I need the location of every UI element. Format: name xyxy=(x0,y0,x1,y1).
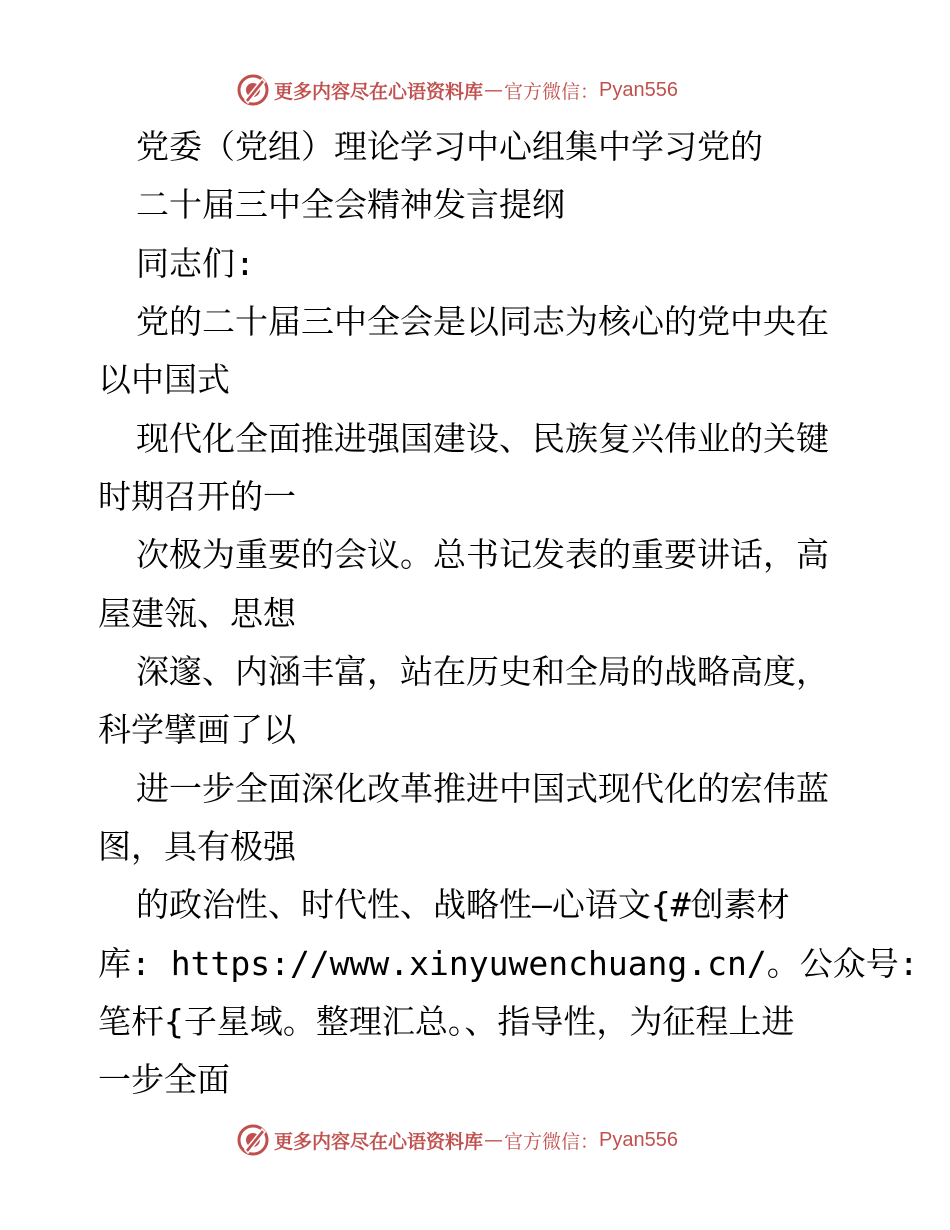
watermark-dash: — xyxy=(484,1129,504,1151)
watermark-label: 官方微信： xyxy=(504,80,600,103)
paragraph-line: 现代化全面推进强国建设、民族复兴伟业的关键 xyxy=(136,419,829,458)
pen-logo-icon xyxy=(236,1123,270,1157)
paragraph-line: 一步全面 xyxy=(98,1060,230,1099)
paragraph-line: 党的二十届三中全会是以同志为核心的党中央在 xyxy=(136,302,829,341)
paragraph-line: 笔杆{子星域。整理汇总。、指导性，为征程上进 xyxy=(98,1002,795,1041)
watermark-dash: — xyxy=(484,79,504,101)
pen-logo-icon xyxy=(236,73,270,107)
watermark-wechat-id: Pyan556 xyxy=(599,78,678,101)
paragraph-line: 图，具有极强 xyxy=(98,827,296,866)
paragraph-line: 科学擘画了以 xyxy=(98,710,296,749)
paragraph-line: 库: https://www.xinyuwenchuang.cn/。公众号: xyxy=(98,944,919,983)
paragraph-line: 深邃、内涵丰富，站在历史和全局的战略高度， xyxy=(136,652,829,691)
watermark-site-name: 更多内容尽在心语资料库 xyxy=(274,1130,484,1153)
salutation: 同志们: xyxy=(136,244,255,283)
watermark-site-name: 更多内容尽在心语资料库 xyxy=(274,80,484,103)
paragraph-line: 进一步全面深化改革推进中国式现代化的宏伟蓝 xyxy=(136,769,829,808)
paragraph-line: 次极为重要的会议。总书记发表的重要讲话，高 xyxy=(136,535,829,574)
paragraph-line: 屋建瓴、思想 xyxy=(98,594,296,633)
paragraph-line: 时期召开的一 xyxy=(98,477,296,516)
paragraph-line: 的政治性、时代性、战略性—心语文{#创素材 xyxy=(136,885,790,924)
watermark-label: 官方微信： xyxy=(504,1130,600,1153)
title-line-1: 党委（党组）理论学习中心组集中学习党的 xyxy=(136,127,763,166)
paragraph-line: 以中国式 xyxy=(98,360,230,399)
header-watermark xyxy=(236,72,678,108)
title-line-2: 二十届三中全会精神发言提纲 xyxy=(136,185,565,224)
footer-watermark xyxy=(236,1122,678,1158)
watermark-wechat-id: Pyan556 xyxy=(599,1128,678,1151)
